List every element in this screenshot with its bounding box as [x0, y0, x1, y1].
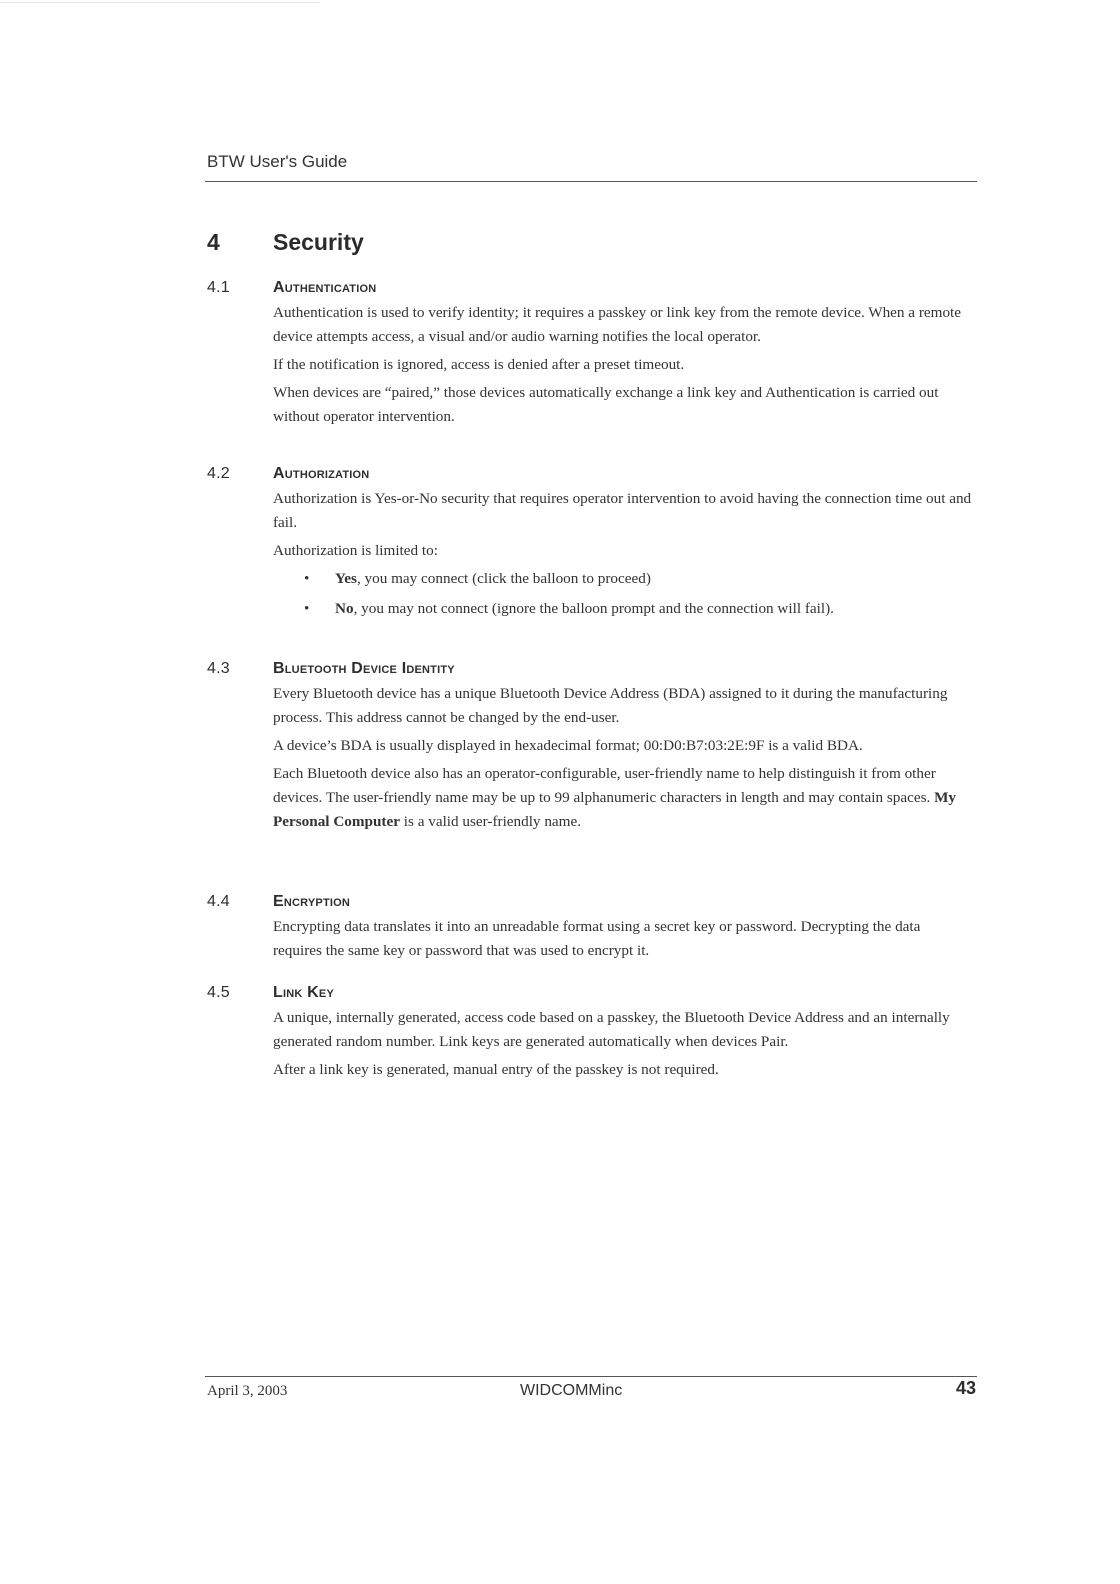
section-title: Authorization — [273, 465, 370, 482]
section-number: 4.3 — [207, 660, 230, 677]
chapter-heading — [207, 229, 364, 256]
paragraph-text: is a valid user-friendly name. — [399, 813, 582, 830]
bullet-text: , you may connect (click the balloon to proceed) — [356, 570, 651, 587]
section-title: Link Key — [273, 984, 334, 1001]
section-heading — [207, 889, 977, 915]
paragraph: When devices are “paired,” those devices automatically exchange a link key and Authentication is carried out without operator intervention. — [273, 384, 939, 425]
section-link-key — [207, 980, 977, 1086]
paragraph: Authentication is used to verify identity; it requires a passkey or link key from the remote device. When a remote device attempts access, a visual and/or audio warning notifies the local operator. — [273, 304, 962, 345]
footer-company: WIDCOMMinc — [520, 1382, 623, 1399]
paragraph — [273, 762, 973, 834]
section-number: 4.2 — [207, 465, 230, 482]
bullet-item — [273, 597, 973, 621]
section-heading — [207, 275, 977, 301]
page-number: 43 — [955, 1378, 976, 1398]
section-title: Bluetooth Device Identity — [273, 660, 455, 677]
section-heading — [207, 656, 977, 682]
section-number: 4.5 — [207, 984, 230, 1001]
bullet-list — [273, 567, 973, 621]
paragraph: Authorization is limited to: — [273, 542, 438, 559]
section-authentication — [207, 275, 977, 433]
chapter-title: Security — [273, 229, 364, 255]
section-heading — [207, 461, 977, 487]
footer-rule — [205, 1376, 977, 1377]
paragraph: A device’s BDA is usually displayed in hexadecimal format; 00:D0:B7:03:2E:9F is a valid BDA. — [273, 737, 863, 754]
paragraph: Authorization is Yes-or-No security that requires operator intervention to avoid having the connection time out and fail. — [273, 490, 972, 531]
example-name: My Personal Computer — [273, 789, 957, 830]
bullet-item — [273, 567, 973, 591]
section-title: Authentication — [273, 279, 377, 296]
paragraph: If the notification is ignored, access is denied after a preset timeout. — [273, 356, 685, 373]
section-title: Encryption — [273, 893, 351, 910]
paragraph: Every Bluetooth device has a unique Bluetooth Device Address (BDA) assigned to it during the manufacturing process. This address cannot be changed by the end-user. — [273, 685, 948, 726]
section-bluetooth-device-identity — [207, 656, 977, 838]
section-authorization — [207, 461, 977, 627]
paragraph: Encrypting data translates it into an unreadable format using a secret key or password. Decrypting the data requires the same key or password that was used to encrypt it. — [273, 918, 921, 959]
header-rule — [205, 181, 977, 182]
section-body — [273, 682, 973, 834]
bullet-option: No — [335, 600, 354, 617]
running-header: BTW User's Guide — [207, 152, 348, 171]
section-body — [273, 487, 973, 621]
footer-date: April 3, 2003 — [207, 1383, 288, 1399]
section-number: 4.1 — [207, 279, 230, 296]
bullet-option: Yes — [335, 570, 357, 587]
scan-edge-line — [0, 2, 320, 3]
section-number: 4.4 — [207, 893, 230, 910]
paragraph-text: Each Bluetooth device also has an operator-configurable, user-friendly name to help distinguish it from other devices. The user-friendly name may be up to 99 alphanumeric characters in length and may contain spaces. — [273, 765, 936, 806]
bullet-text: , you may not connect (ignore the balloon prompt and the connection will fail). — [353, 600, 834, 617]
section-body — [273, 915, 973, 963]
chapter-number: 4 — [207, 229, 220, 255]
section-body — [273, 1006, 973, 1082]
section-heading — [207, 980, 977, 1006]
paragraph: A unique, internally generated, access code based on a passkey, the Bluetooth Device Address and an internally generated random number. Link keys are generated automatically when devices Pair. — [273, 1009, 950, 1050]
section-body — [273, 301, 973, 429]
section-encryption — [207, 889, 977, 967]
paragraph: After a link key is generated, manual entry of the passkey is not required. — [273, 1061, 719, 1078]
